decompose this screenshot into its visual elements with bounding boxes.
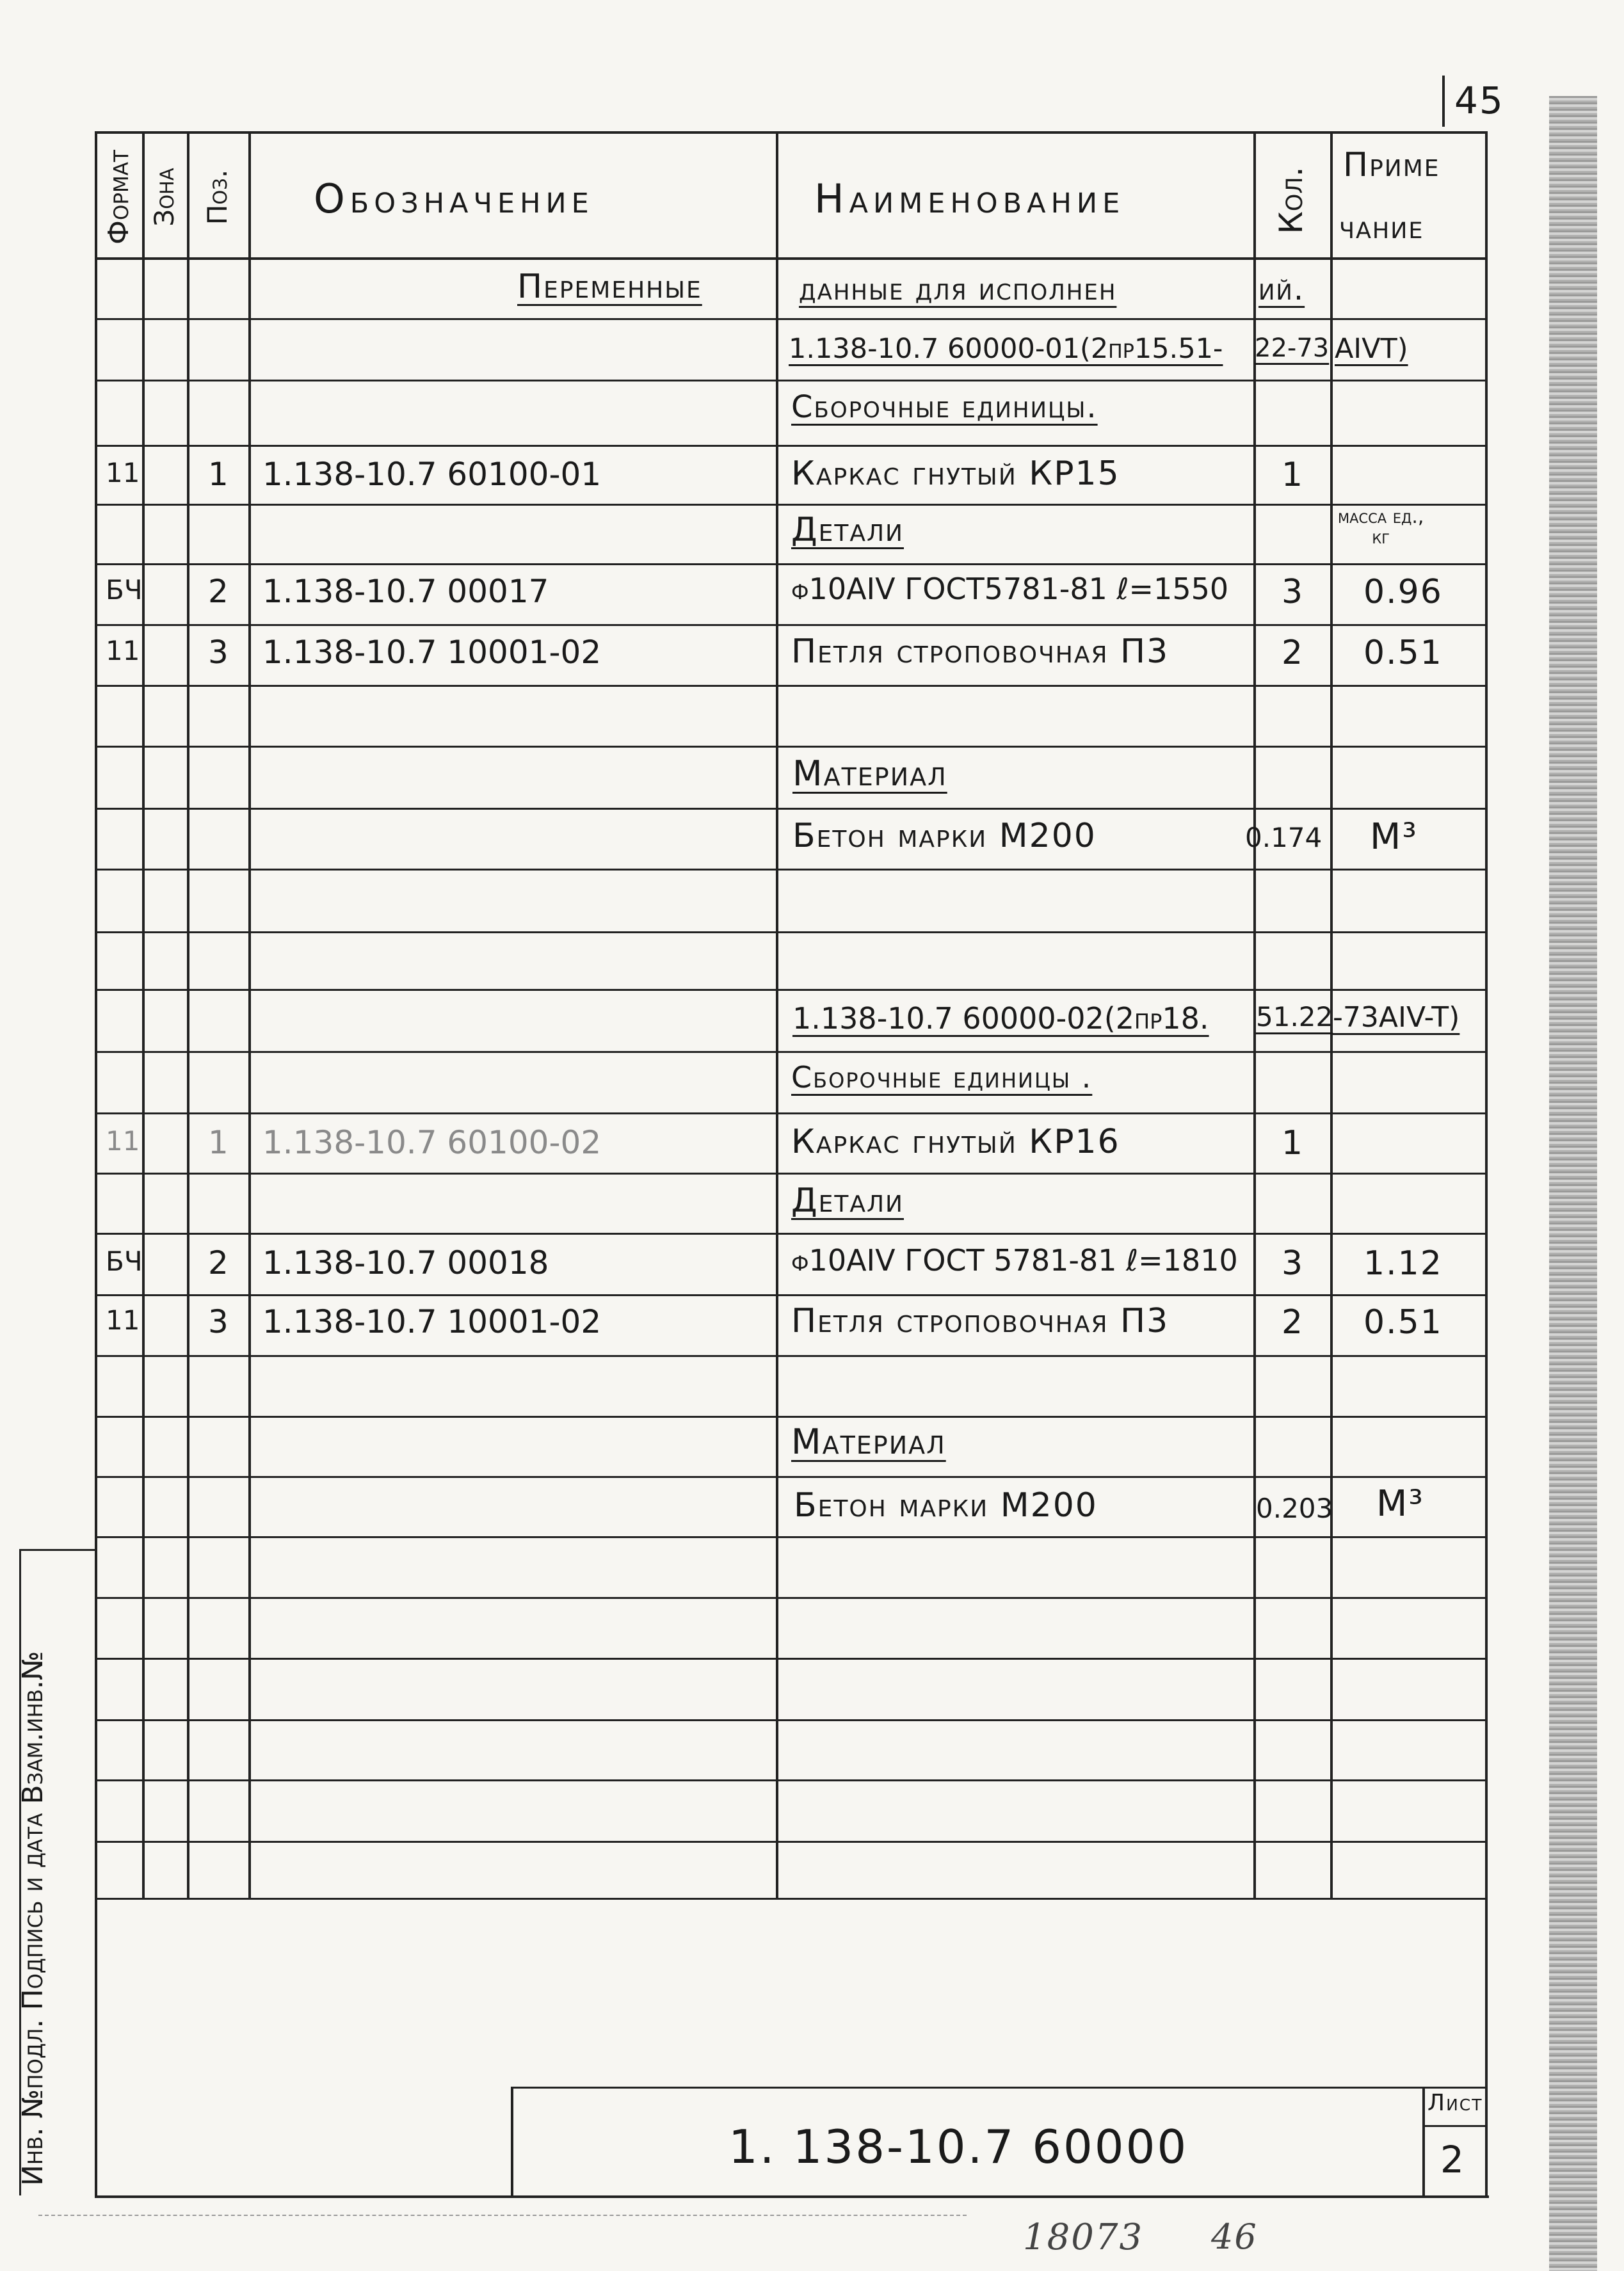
table-row-line: [96, 624, 1485, 626]
scan-edge: [1549, 96, 1597, 2271]
variant2-material-qty: 0.203: [1256, 1493, 1333, 1524]
title-block-left: [511, 2087, 513, 2195]
variant1-code: 1.138-10.7 60000-01(2пр15.51-: [789, 333, 1223, 365]
row-designation: 1.138-10.7 60100-01: [262, 456, 602, 493]
row-position: 1: [208, 1124, 230, 1161]
frame-top: [96, 131, 1485, 134]
header-pos: Поз.: [202, 169, 233, 225]
table-row-line: [96, 1233, 1485, 1235]
table-row-line: [96, 989, 1485, 991]
row-note: 0.96: [1363, 573, 1443, 611]
variant1-material-name: Бетон марки М200: [792, 817, 1097, 855]
table-row-line: [96, 563, 1485, 565]
table-row-line: [96, 380, 1485, 381]
row-name: Петля строповочная П3: [791, 632, 1170, 671]
variable-data-part3: ий.: [1258, 271, 1305, 307]
header-name: Наименование: [814, 175, 1125, 222]
variant2-code-qty: 51.22: [1256, 1001, 1333, 1032]
header-zone: Зона: [149, 168, 180, 227]
row-qty: 1: [1282, 1124, 1305, 1162]
row-name: ф10АIV ГОСТ5781-81 ℓ=1550: [791, 572, 1229, 606]
variant1-material-qty: 0.174: [1245, 822, 1323, 853]
table-row-line: [96, 685, 1485, 687]
variant1-material-unit: М³: [1370, 816, 1418, 858]
title-block-top: [511, 2087, 1485, 2089]
row-name: ф10АIV ГОСТ 5781-81 ℓ=1810: [791, 1243, 1238, 1278]
table-row-line: [96, 1355, 1485, 1357]
row-format: 11: [106, 457, 140, 488]
footer-number: 18073: [1023, 2217, 1144, 2258]
variant1-material-title: Материал: [792, 753, 947, 794]
row-position: 2: [208, 573, 230, 610]
row-note: 0.51: [1363, 634, 1443, 672]
header-format: Формат: [102, 150, 135, 245]
variant1-code-qty: 22-73: [1255, 333, 1330, 363]
variant2-material-unit: М³: [1376, 1483, 1424, 1525]
row-qty: 2: [1282, 1303, 1305, 1342]
table-row-line: [96, 931, 1485, 933]
variable-data-part1: Переменные: [517, 268, 702, 306]
row-format: БЧ: [106, 574, 143, 606]
title-block-sheet-number: 2: [1440, 2138, 1465, 2181]
row-note: 0.51: [1363, 1303, 1443, 1342]
frame-right: [1485, 131, 1488, 2197]
table-row-line: [96, 1294, 1485, 1296]
row-designation: 1.138-10.7 10001-02: [262, 634, 602, 671]
table-row-line: [96, 746, 1485, 748]
row-designation: 1.138-10.7 10001-02: [262, 1303, 602, 1340]
table-row-line: [96, 445, 1485, 447]
row-position: 2: [208, 1244, 230, 1281]
row-designation: 1.138-10.7 60100-02: [262, 1124, 602, 1161]
row-name: Детали: [791, 511, 904, 549]
row-name: Каркас гнутый КР16: [791, 1123, 1120, 1161]
title-block-sheet-divider: [1422, 2087, 1425, 2195]
header-note-1: Приме: [1343, 146, 1440, 184]
table-row-line: [96, 1719, 1485, 1721]
row-designation: 1.138-10.7 00017: [262, 573, 549, 610]
variant1-code-note: AIVT): [1335, 333, 1408, 365]
table-row-line: [96, 1658, 1485, 1660]
table-row-line: [96, 1173, 1485, 1175]
variable-data-part2: данные для исполнен: [799, 271, 1117, 307]
row-qty: 3: [1282, 573, 1305, 611]
row-position: 3: [208, 634, 230, 671]
table-row-line: [96, 808, 1485, 810]
row-qty: 1: [1282, 456, 1305, 494]
table-row-line: [96, 869, 1485, 871]
table-row-line: [96, 1536, 1485, 1538]
title-block-sheet-label: Лист: [1427, 2090, 1483, 2116]
frame-left: [95, 131, 97, 2197]
table-row-line: [96, 318, 1485, 320]
row-format: 11: [106, 635, 140, 666]
variant2-assembly-title: Сборочные единицы .: [791, 1060, 1093, 1095]
table-row-line: [96, 1597, 1485, 1599]
row-format: БЧ: [106, 1246, 143, 1277]
row-qty: 2: [1282, 634, 1305, 672]
table-row-line: [96, 1779, 1485, 1781]
header-designation: Обозначение: [314, 175, 594, 222]
variant2-material-name: Бетон марки М200: [794, 1486, 1098, 1525]
row-position: 3: [208, 1303, 230, 1340]
row-qty: 3: [1282, 1244, 1305, 1283]
row-name: Каркас гнутый КР15: [791, 454, 1120, 493]
row-designation: 1.138-10.7 00018: [262, 1244, 549, 1281]
row-format: 11: [106, 1304, 140, 1336]
page-number: 45: [1454, 79, 1504, 122]
stamp-border-top: [19, 1549, 96, 1551]
row-note: 1.12: [1363, 1244, 1443, 1283]
table-row-line: [96, 1112, 1485, 1114]
row-name: Детали: [791, 1182, 904, 1220]
table-row-line: [96, 1841, 1485, 1843]
footer-extra: 46: [1211, 2217, 1258, 2257]
table-row-line: [96, 504, 1485, 506]
variant1-assembly-title: Сборочные единицы.: [791, 389, 1098, 425]
row-name: Петля строповочная П3: [791, 1302, 1170, 1340]
row-note: масса ед., кг: [1338, 506, 1424, 549]
side-stamp: Инв. №подл. Подпись и дата Взам.инв.№: [17, 1651, 49, 2186]
table-row-line: [96, 1476, 1485, 1478]
row-position: 1: [208, 456, 230, 493]
table-row-line: [96, 1898, 1485, 1900]
title-block-doc-code: 1. 138-10.7 60000: [728, 2120, 1189, 2174]
variant2-code: 1.138-10.7 60000-02(2пр18.: [792, 1001, 1209, 1036]
frame-bottom: [95, 2195, 1489, 2198]
header-note-2: чание: [1339, 209, 1424, 246]
header-qty: Кол.: [1273, 166, 1310, 234]
table-row-line: [96, 1051, 1485, 1053]
variant2-code-note: -73AIV-T): [1333, 1001, 1460, 1034]
row-format: 11: [106, 1125, 140, 1157]
table-row-line: [96, 1416, 1485, 1418]
variant2-material-title: Материал: [791, 1422, 946, 1462]
